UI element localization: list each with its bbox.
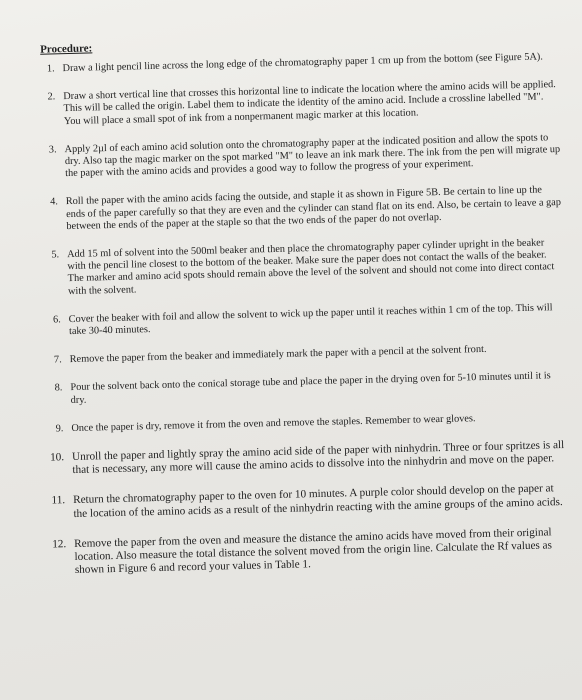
- step-number: 7.: [53, 354, 62, 366]
- step-number: 5.: [51, 249, 60, 261]
- procedure-section: [28, 31, 571, 595]
- procedure-steps-list: [28, 51, 570, 578]
- step-text: Cover the beaker with foil and allow the solvent to wick up the paper until it reaches within 1 cm of the top. This will take 30-40 minutes.: [68, 302, 553, 338]
- procedure-step-11: [39, 482, 569, 521]
- step-text: Pour the solvent back onto the conical storage tube and place the paper in the drying oven for 5-10 minutes until it is dry.: [70, 370, 551, 406]
- step-number: 10.: [49, 451, 65, 464]
- step-number: 2.: [47, 91, 56, 103]
- step-text: Return the chromatography paper to the oven for 10 minutes. A purple color should develop on the paper at the location of the amino acids as a result of the ninhydrin reacting with the amine groups of the amino acids.: [73, 482, 563, 520]
- procedure-step-6: [35, 302, 565, 339]
- step-number: 12.: [52, 538, 67, 551]
- step-text: Unroll the paper and lightly spray the amino acid side of the paper with ninhydrin. Three or four spritzes is all that is necessary, any more will cause the amino acids to dissolve into the ninhydrin and move on the paper.: [71, 439, 565, 477]
- step-text: Add 15 ml of solvent into the 500ml beaker and then place the chromatography paper cylinder upright in the beaker with the pencil line closest to the bottom of the beaker. Make sure the paper does not contact the walls of the beaker. The marker and amino acid spots should remain above the level of the solvent and should not come into direct contact with the solvent.: [67, 237, 555, 297]
- procedure-step-4: [32, 184, 563, 234]
- step-number: 11.: [51, 494, 66, 508]
- step-text: Roll the paper with the amino acids facing the outside, and staple it as shown in Figure 5B. Be certain to line up the ends of the paper carefully so that they are even and the cylinder can stand flat on its end. Also, be certain to leave a gap between the ends of the paper at the staple so that the two ends of the paper do not overlap.: [65, 184, 562, 232]
- step-number: 1.: [46, 63, 55, 75]
- procedure-step-9: [37, 411, 567, 436]
- step-text: Draw a light pencil line across the long edge of the chromatography paper 1 cm up from the bottom (see Figure 5A).: [62, 51, 543, 75]
- step-text: Remove the paper from the beaker and immediately mark the paper with a pencil at the solvent front.: [69, 344, 487, 366]
- step-number: 3.: [48, 144, 57, 156]
- procedure-step-12: [40, 526, 571, 579]
- procedure-step-3: [30, 132, 561, 182]
- step-number: 9.: [55, 423, 64, 435]
- step-text: Once the paper is dry, remove it from the oven and remove the staples. Remember to wear gloves.: [71, 413, 476, 434]
- procedure-step-2: [29, 79, 560, 129]
- procedure-step-5: [33, 237, 564, 299]
- step-text: Apply 2µl of each amino acid solution onto the chromatography paper at the indicated position and allow the spots to dry. Also tap the magic marker on the spot marked "M" to leave an ink mark there. The ink from the pen will migrate up the paper with the amino acids and provides a good way to follow the progress of your experiment.: [64, 132, 561, 180]
- step-number: 6.: [52, 314, 61, 326]
- step-number: 8.: [54, 382, 63, 394]
- step-text: Remove the paper from the oven and measure the distance the amino acids have moved from their original location. Also measure the total distance the solvent moved from the origin line. Calculate the Rf values as shown in Figure 6 and record your values in Table 1.: [74, 526, 553, 577]
- procedure-heading: Procedure:: [39, 42, 93, 56]
- procedure-step-8: [36, 370, 566, 407]
- step-number: 4.: [50, 196, 59, 208]
- procedure-step-7: [36, 342, 566, 367]
- procedure-step-1: [28, 51, 558, 76]
- procedure-step-10: [38, 439, 568, 478]
- step-text: Draw a short vertical line that crosses this horizontal line to indicate the location where the amino acids will be applied. This will be called the origin. Label them to indicate the identity of the amino acid. Include a crossline labelled "M". You will place a small spot of ink from a nonpermanent magic marker at this location.: [63, 79, 556, 127]
